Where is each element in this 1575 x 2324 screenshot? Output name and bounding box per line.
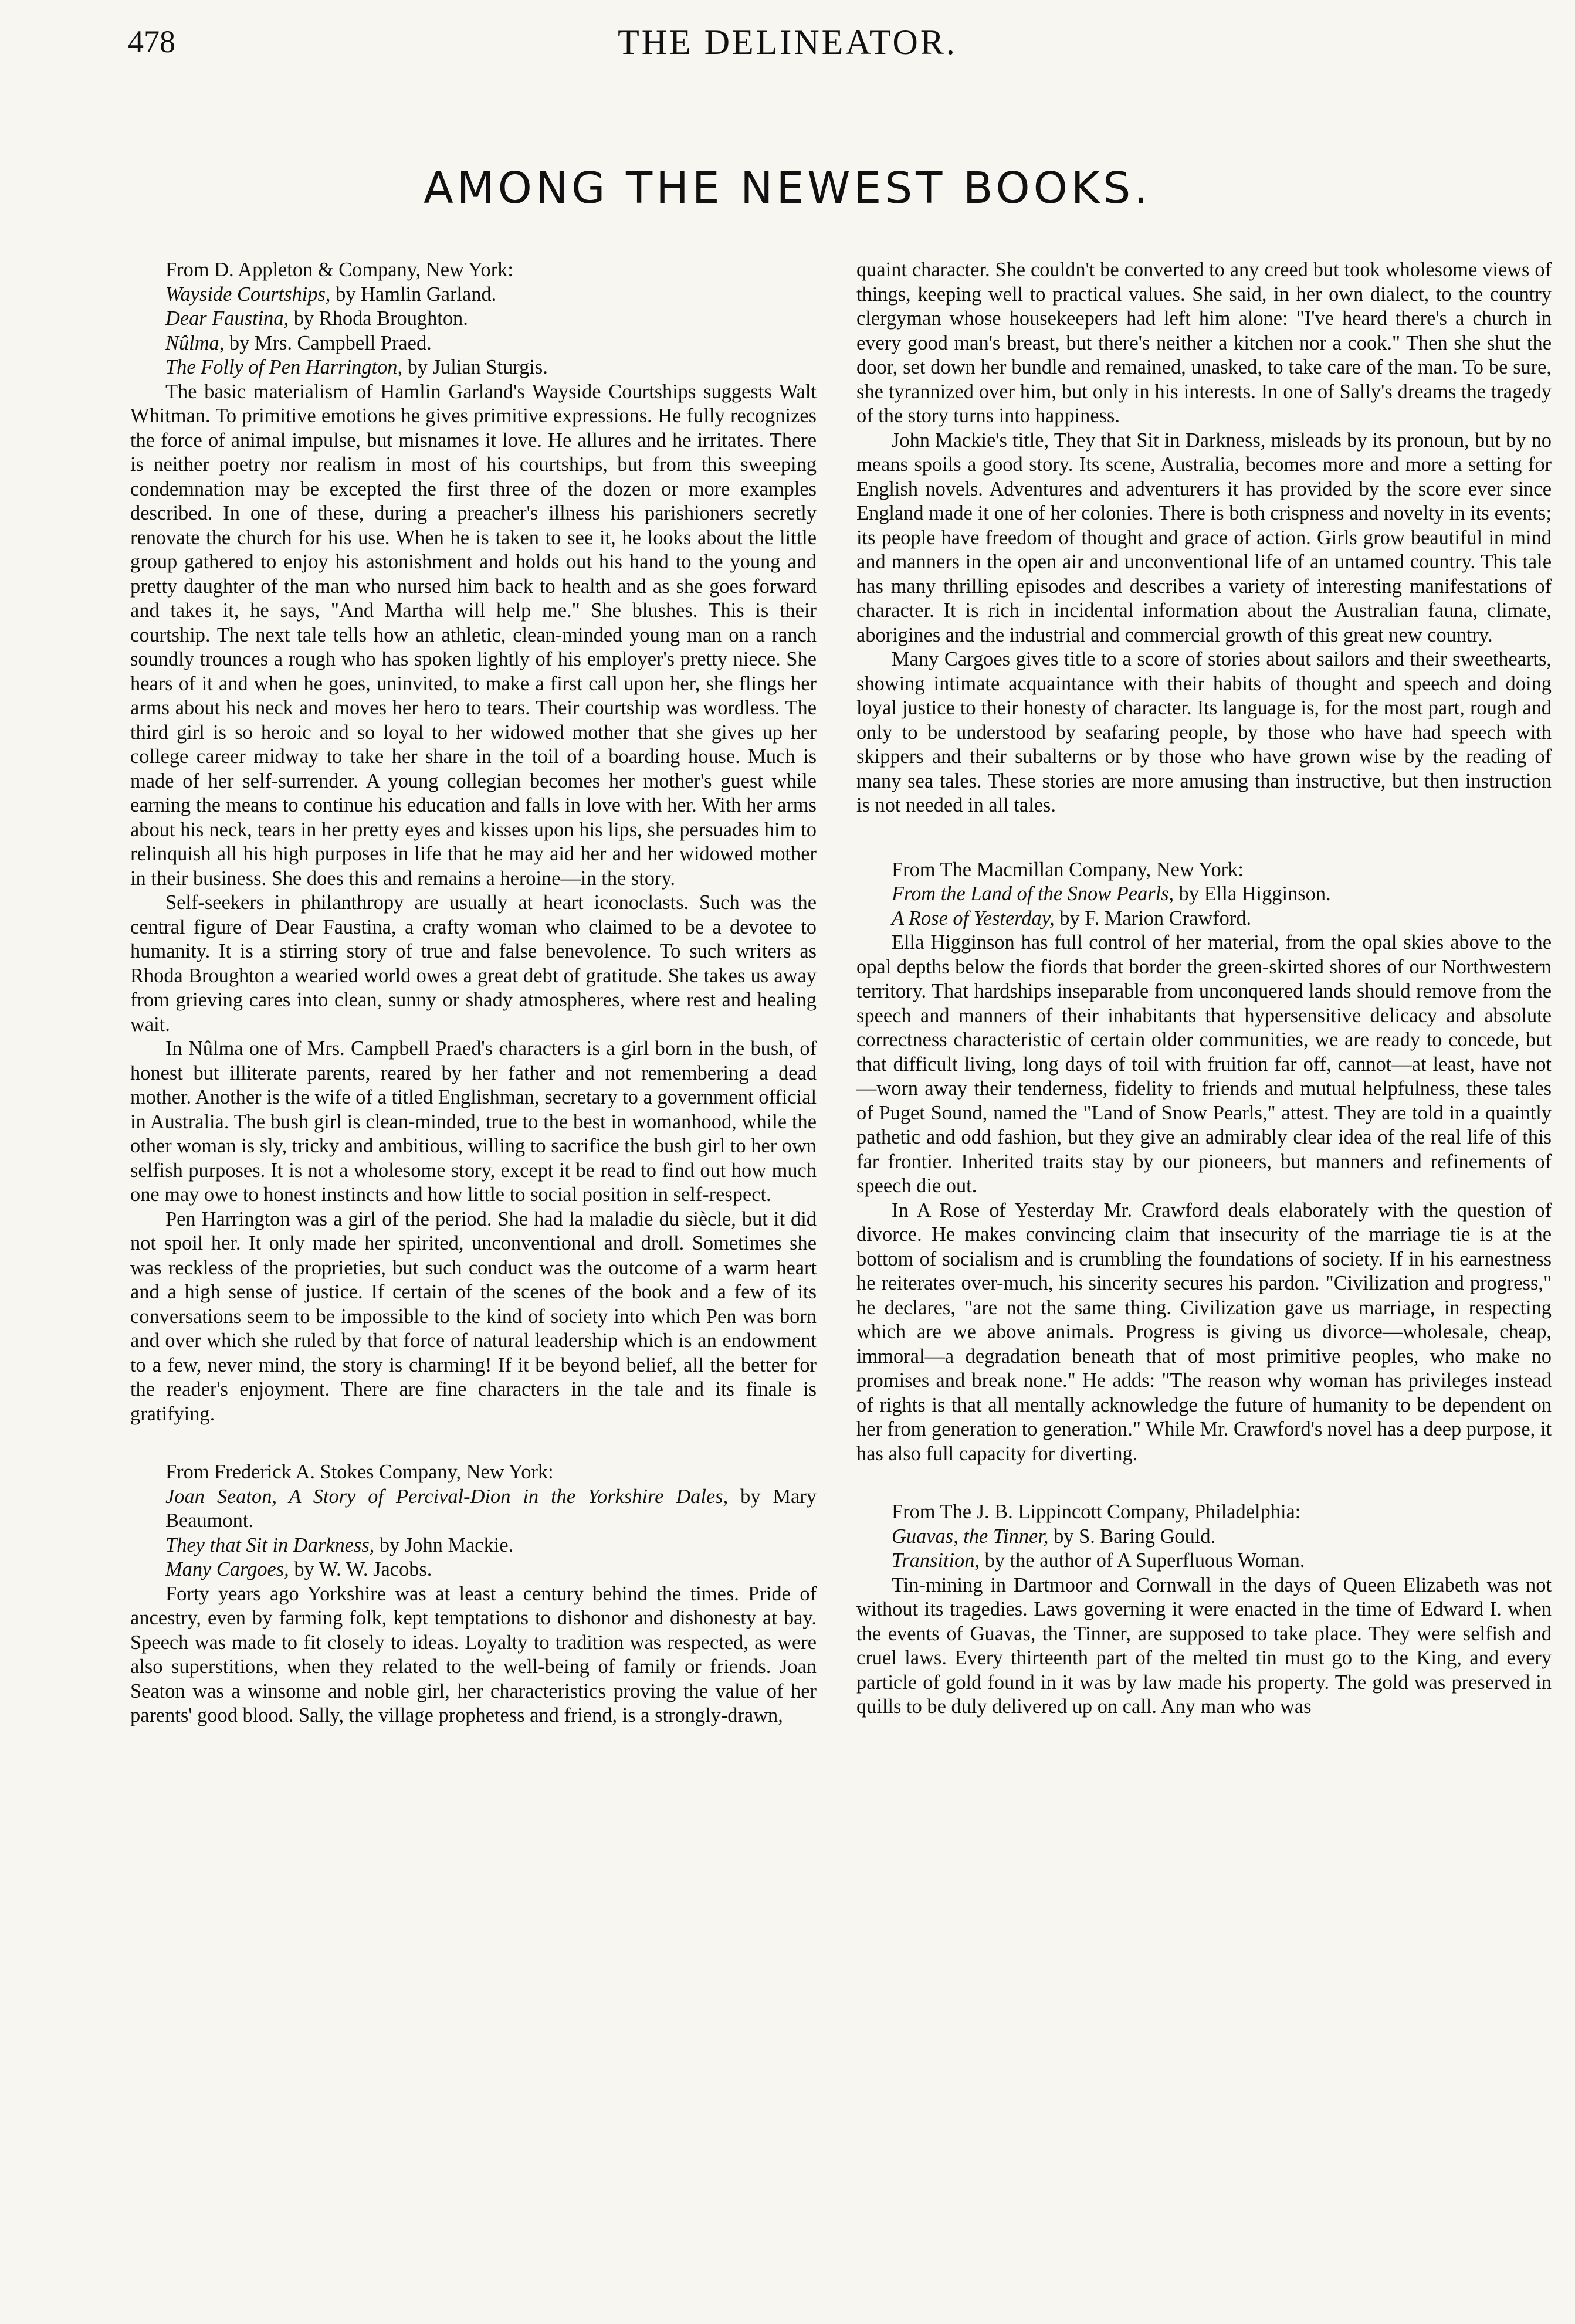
book-title: Transition,	[892, 1549, 980, 1572]
review-paragraph: The basic materialism of Hamlin Garland's Wayside Courtships suggests Walt Whitman. To primitive emotions he gives primitive expressions. He fully recognizes the force of animal impulse, but misnames it love. He allures and he irritates. There is neither poetry nor realism in most of his courtships, but from this sweeping condemnation may be excepted the first three of the dozen or more examples described. In one of these, during a preacher's illness his parishioners secretly renovate the church for his use. When he is taken to see it, he looks about the little group gathered to enjoy his astonishment and holds out his hand to the young and pretty daughter of the man who nursed him back to health and as she goes forward and takes it, he says, "And Martha will help me." She blushes. This is their courtship. The next tale tells how an athletic, clean-minded young man on a ranch soundly trounces a rough who has spoken lightly of his employer's pretty niece. She hears of it and when he goes, uninvited, to make a first call upon her, she flings her arms about his neck and moves her hero to tears. Their courtship was wordless. The third girl is so heroic and so loyal to her widowed mother that she gives up her college career midway to take her share in the toil of a boarding house. Much is made of her self-surrender. A young collegian becomes her mother's guest while earning the means to continue his education and falls in love with her. With her arms about his neck, tears in her pretty eyes and kisses upon his lips, she persuades him to relinquish all his high purposes in life that he may aid her and her widowed mother in their business. She does this and remains a heroine—in the story.	[130, 380, 817, 890]
book-title: Nûlma,	[165, 331, 225, 354]
book-author: by Mary Beaumont.	[165, 1485, 817, 1532]
book-title: They that Sit in Darkness,	[165, 1533, 375, 1556]
book-author: by Mrs. Campbell Praed.	[224, 331, 432, 354]
appleton-section	[130, 258, 817, 1426]
book-author: by Rhoda Broughton.	[289, 307, 468, 330]
running-title: THE DELINEATOR.	[618, 23, 957, 62]
book-list	[130, 1485, 817, 1582]
publisher-heading: From The Macmillan Company, New York:	[892, 858, 1244, 881]
book-entry	[130, 1485, 817, 1533]
book-author: by John Mackie.	[374, 1533, 514, 1556]
publisher-heading: From The J. B. Lippincott Company, Philadelphia:	[892, 1501, 1301, 1523]
book-entry	[856, 1525, 1552, 1549]
book-author: by F. Marion Crawford.	[1054, 907, 1252, 929]
book-title: The Folly of Pen Harrington,	[165, 356, 403, 378]
review-paragraph: Pen Harrington was a girl of the period. She had la maladie du siècle, but it did not spoil her. It only made her spirited, unconventional and droll. Sometimes she was reckless of the proprieties, but such conduct was the outcome of a warm heart and a high sense of justice. If certain of the scenes of the book and a few of its conversations seem to be impossible to the kind of society into which Pen was born and over which she ruled by that force of natural leadership which is an endowment to a few, never mind, the story is charming! If it be beyond belief, all the better for the reader's enjoyment. There are fine characters in the tale and its finale is gratifying.	[130, 1207, 817, 1425]
book-entry	[130, 283, 817, 307]
book-list	[856, 1525, 1552, 1573]
review-paragraph: Many Cargoes gives title to a score of stories about sailors and their sweethearts, showing intimate acquaintance with their habits of thought and speech and doing loyal justice to their honesty of character. Its language is, for the most part, rough and only to be understood by seafaring people, by those who have had speech with skippers and their subalterns or by those who have grown wise by the reading of many sea tales. These stories are more amusing than instructive, but then instruction is not needed in all tales.	[856, 648, 1552, 816]
book-author: by S. Baring Gould.	[1048, 1525, 1216, 1548]
stokes-section	[130, 1460, 817, 1728]
book-entry	[130, 307, 817, 331]
review-paragraph: John Mackie's title, They that Sit in Darkness, misleads by its pronoun, but by no means spoils a good story. Its scene, Australia, becomes more and more a setting for English novels. Adventures and adventurers it has provided by the score ever since England made it one of her colonies. There is both crispness and novelty in its events; its people have freedom of thought and grace of action. Girls grow beautiful in mind and manners in the open air and unconventional life of an untamed country. This tale has many thrilling episodes and describes a variety of interesting manifestations of character. It is rich in incidental information about the Australian fauna, climate, aborigines and the industrial and commercial growth of this great new country.	[856, 429, 1552, 646]
continued-paragraph: quaint character. She couldn't be converted to any creed but took wholesome views of things, keeping well to practical values. She said, in her own dialect, to the country clergyman whose housekeepers had left him alone: "I've heard there's a church in every good man's breast, but there's neither a kitchen nor a cook." Then she shut the door, set down her bundle and remained, unasked, to take care of the man. To be sure, she tyrannized over him, but only in his interests. In one of Sally's dreams the tragedy of the story turns into happiness.	[856, 259, 1552, 427]
book-author: by W. W. Jacobs.	[289, 1558, 432, 1580]
left-column	[130, 258, 817, 1762]
page-number: 478	[128, 24, 175, 59]
review-paragraph: In A Rose of Yesterday Mr. Crawford deals elaborately with the question of divorce. He makes convincing claim that insecurity of the marriage tie is at the bottom of socialism and is crumbling the foundations of society. If in his earnestness he reiterates over-much, his sincerity secures his pardon. "Civilization and progress," he declares, "are not the same thing. Civilization gave us marriage, in respecting which are we above animals. Progress is giving us divorce—wholesale, cheap, immoral—a degradation beneath that of most primitive peoples, who make no promises and break none." He adds: "The reason why woman has privileges instead of rights is that all mentally acknowledge the future of humanity to be dependent on her from generation to generation." While Mr. Crawford's novel has a deep purpose, it has also full capacity for diverting.	[856, 1199, 1552, 1465]
publisher-heading: From D. Appleton & Company, New York:	[165, 259, 513, 281]
book-author: by Hamlin Garland.	[330, 283, 497, 306]
book-title: Many Cargoes,	[165, 1558, 289, 1580]
book-entry	[130, 1558, 817, 1582]
book-list	[130, 283, 817, 380]
review-paragraph: Tin-mining in Dartmoor and Cornwall in the days of Queen Elizabeth was not without its tragedies. Laws governing it were enacted in the time of Edward I. when the events of Guavas, the Tinner, are supposed to take place. They were selfish and cruel laws. Every thirteenth part of the melted tin must go to the King, and every particle of gold found in it was by law made his property. The gold was preserved in quills to be duly delivered up on call. Any man who was	[856, 1573, 1552, 1718]
lippincott-section	[856, 1500, 1552, 1719]
review-paragraph: Self-seekers in philanthropy are usually at heart iconoclasts. Such was the central figure of Dear Faustina, a crafty woman who claimed to be a devotee to humanity. It is a stirring story of true and false benevolence. To such writers as Rhoda Broughton a wearied world owes a great debt of gratitude. She takes us away from grieving cares into clean, sunny or shady atmospheres, where rest and healing wait.	[130, 891, 817, 1036]
book-title: Guavas, the Tinner,	[892, 1525, 1049, 1548]
book-title: Dear Faustina,	[165, 307, 289, 330]
book-author: by Ella Higginson.	[1174, 883, 1331, 905]
book-entry	[130, 331, 817, 356]
book-entry	[130, 1533, 817, 1558]
book-entry	[856, 1549, 1552, 1573]
book-entry	[856, 882, 1552, 907]
book-author: by the author of A Superfluous Woman.	[980, 1549, 1305, 1572]
book-entry	[130, 355, 817, 380]
review-paragraph: Ella Higginson has full control of her material, from the opal skies above to the opal depths below the fiords that border the green-skirted shores of our Northwestern territory. That hardships inseparable from unconquered lands should remove from the speech and manners of their inhabitants that hypersensitive delicacy and absolute correctness characteristic of certain older communities, we are ready to concede, but that difficult living, long days of toil with fruition far off, cannot—at least, have not—worn away their tenderness, fidelity to friends and mutual helpfulness, these tales of Puget Sound, named the "Land of Snow Pearls," attest. They are told in a quaintly pathetic and odd fashion, but they give an admirably clear idea of the real life of this far frontier. Inherited traits stay by our pioneers, but manners and refinements of speech die out.	[856, 931, 1552, 1197]
book-title: Joan Seaton, A Story of Percival-Dion in the Yorkshire Dales,	[165, 1485, 729, 1508]
book-title: Wayside Courtships,	[165, 283, 331, 306]
book-author: by Julian Sturgis.	[402, 356, 548, 378]
book-title: A Rose of Yesterday,	[892, 907, 1055, 929]
book-title: From the Land of the Snow Pearls,	[892, 883, 1174, 905]
review-paragraph: Forty years ago Yorkshire was at least a century behind the times. Pride of ancestry, even by farming folk, kept temptations to dishonor and dishonesty at bay. Speech was made to fit closely to ideas. Loyalty to tradition was respected, as were also superstitions, when they related to the well-being of family or friends. Joan Seaton was a winsome and noble girl, her characteristics proving the value of her parents' good blood. Sally, the village prophetess and friend, is a strongly-drawn,	[130, 1582, 817, 1726]
review-paragraph: In Nûlma one of Mrs. Campbell Praed's characters is a girl born in the bush, of honest but illiterate parents, reared by her father and not remembering a dead mother. Another is the wife of a titled Englishman, secretary to a government official in Australia. The bush girl is clean-minded, true to the best in womanhood, while the other woman is sly, tricky and ambitious, willing to sacrifice the bush girl to her own selfish purposes. It is not a wholesome story, except it be read to find out how much one may owe to honest instincts and how little to social position in self-respect.	[130, 1037, 817, 1206]
macmillan-section	[856, 858, 1552, 1467]
page-header	[0, 0, 1575, 70]
section-title: AMONG THE NEWEST BOOKS.	[424, 163, 1151, 213]
book-entry	[856, 907, 1552, 931]
book-list	[856, 882, 1552, 931]
right-column	[856, 258, 1552, 1753]
publisher-heading: From Frederick A. Stokes Company, New York:	[165, 1461, 554, 1483]
